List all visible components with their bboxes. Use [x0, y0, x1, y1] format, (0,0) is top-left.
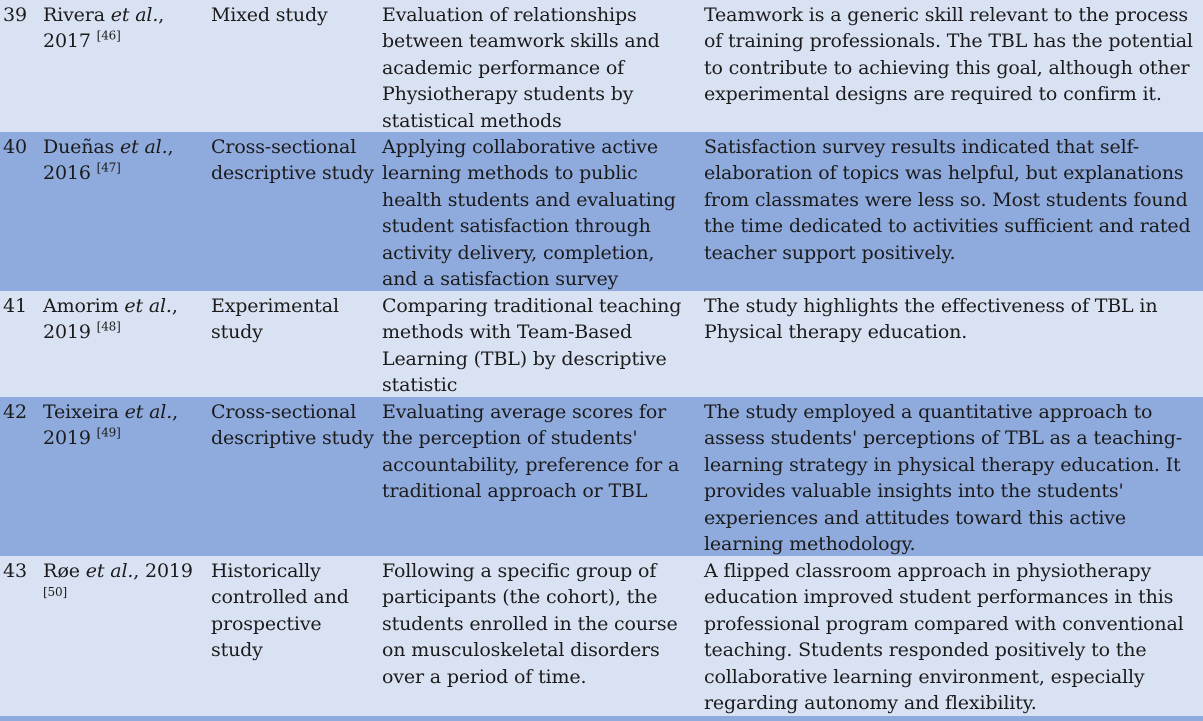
year: 2016 [43, 162, 91, 185]
table-row [0, 556, 1203, 716]
author-name: Røe [43, 560, 80, 582]
row-number: 39 [3, 4, 27, 26]
reference-number: [47] [96, 161, 121, 176]
et-al: et al. [110, 4, 159, 26]
study-aim: Following a specific group of participants (the cohort), the students enrolled in the course on musculoskeletal disorders over a period of time. [382, 560, 678, 688]
study-findings: Satisfaction survey results indicated that self-elaboration of topics was helpful, but explanations from classmates were less so. Most students found the time dedicated to activities sufficient and rated teacher support positively. [704, 136, 1191, 264]
comma: , [167, 136, 174, 158]
table-row [0, 132, 1203, 291]
reference-number: [48] [96, 320, 121, 335]
study-findings: The study employed a quantitative approach to assess students' perceptions of TBL as a teaching-learning strategy in physical therapy education. It provides valuable insights into the students' experiences and attitudes toward this active learning methodology. [704, 401, 1183, 556]
comma: , [158, 4, 165, 26]
study-aim: Evaluation of relationships between teamwork skills and academic performance of Physiotherapy students by statistical methods [382, 4, 660, 132]
year: 2019 [145, 560, 193, 582]
author-citation [43, 293, 203, 346]
study-design: Experimental study [211, 295, 339, 344]
next-row-edge [0, 716, 1203, 721]
study-findings: The study highlights the effectiveness of TBL in Physical therapy education. [704, 295, 1158, 344]
table-row [0, 291, 1203, 397]
study-design: Historically controlled and prospective study [211, 560, 349, 662]
year: 2019 [43, 321, 91, 344]
row-number: 41 [3, 295, 27, 317]
row-number: 40 [3, 136, 27, 158]
author-citation [43, 558, 203, 600]
study-design: Cross-sectional descriptive study [211, 401, 374, 450]
study-aim: Comparing traditional teaching methods with Team-Based Learning (TBL) by descriptive statistic [382, 295, 682, 397]
reference-number: [49] [96, 426, 121, 441]
et-al: et al. [124, 401, 173, 423]
comma: , [133, 560, 140, 582]
row-number: 42 [3, 401, 27, 423]
et-al: et al. [120, 136, 168, 158]
table-row [0, 397, 1203, 556]
row-number: 43 [3, 560, 27, 582]
study-design: Cross-sectional descriptive study [211, 136, 374, 185]
study-aim: Applying collaborative active learning methods to public health students and evaluating student satisfaction through activity delivery, completion, and a satisfaction survey [382, 136, 676, 291]
comma: , [171, 295, 178, 317]
author-name: Teixeira [43, 401, 119, 423]
year: 2019 [43, 427, 91, 450]
et-al: et al. [85, 560, 134, 582]
author-name: Rivera [43, 4, 105, 26]
reference-number: [50] [43, 585, 68, 600]
study-findings: A flipped classroom approach in physiotherapy education improved student performances in this professional program compared with conventional teaching. Students responded positively to the collaborative learning environment, especially regarding autonomy and flexibility. [704, 560, 1184, 715]
author-name: Amorim [43, 295, 119, 317]
author-citation [43, 2, 203, 55]
author-citation [43, 399, 203, 452]
year: 2017 [43, 30, 91, 53]
reference-number: [46] [96, 29, 121, 44]
comma: , [172, 401, 179, 423]
study-design: Mixed study [211, 4, 328, 26]
study-findings: Teamwork is a generic skill relevant to the process of training professionals. The TBL has the potential to contribute to achieving this goal, although other experimental designs are required to confirm it. [704, 4, 1193, 106]
study-aim: Evaluating average scores for the perception of students' accountability, preference for a traditional approach or TBL [382, 401, 680, 503]
table-row [0, 0, 1203, 132]
author-name: Dueñas [43, 136, 115, 158]
author-citation [43, 134, 203, 187]
et-al: et al. [124, 295, 172, 317]
